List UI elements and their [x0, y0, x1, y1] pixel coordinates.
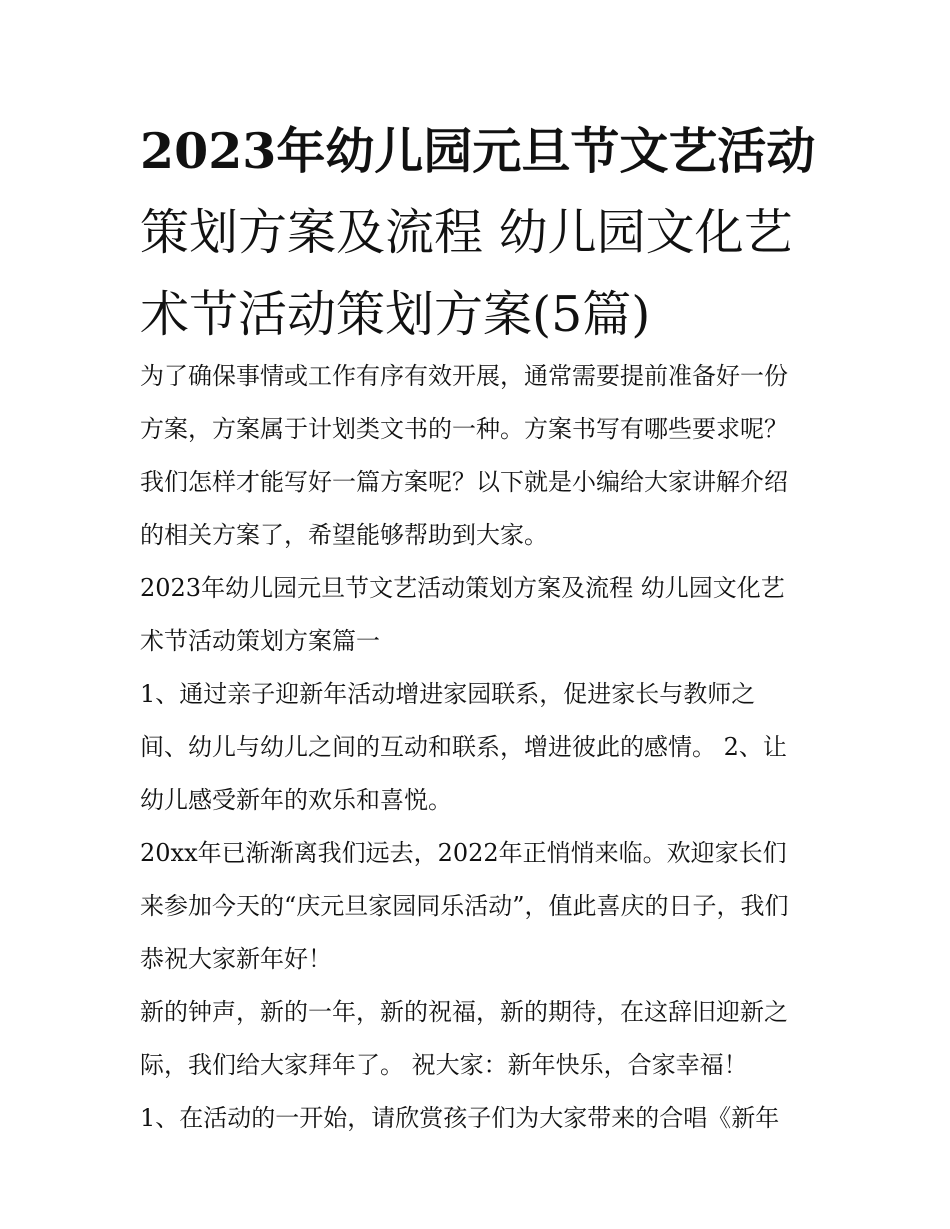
document-body	[140, 350, 820, 1145]
title-line: 2023年幼儿园元旦节文艺活动	[140, 122, 816, 180]
section-heading	[140, 562, 820, 668]
title-line: 策划方案及流程 幼儿园文化艺	[140, 204, 793, 261]
text-line: 1、通过亲子迎新年活动增进家园联系，促进家长与教师之	[140, 680, 756, 708]
greeting-paragraph	[140, 986, 820, 1092]
text-line: 新的钟声，新的一年，新的祝福，新的期待，在这辞旧迎新之	[140, 998, 788, 1026]
text-line: 的相关方案了，希望能够帮助到大家。	[140, 521, 548, 549]
text-line: 来参加今天的“庆元旦家园同乐活动”，值此喜庆的日子，我们	[140, 892, 789, 920]
intro-paragraph	[140, 350, 820, 562]
document-title	[140, 110, 820, 356]
text-line: 际，我们给大家拜年了。 祝大家：新年快乐，合家幸福！	[140, 1051, 748, 1079]
text-line: 间、幼儿与幼儿之间的互动和联系，增进彼此的感情。 2、让	[140, 733, 787, 761]
text-line: 1、在活动的一开始，请欣赏孩子们为大家带来的合唱《新年	[140, 1104, 780, 1132]
text-line: 我们怎样才能写好一篇方案呢？以下就是小编给大家讲解介绍	[140, 468, 788, 496]
text-line: 方案，方案属于计划类文书的一种。方案书写有哪些要求呢？	[140, 415, 788, 443]
welcome-paragraph	[140, 827, 820, 986]
text-line: 幼儿感受新年的欢乐和喜悦。	[140, 786, 452, 814]
text-line: 恭祝大家新年好！	[140, 945, 332, 973]
text-line: 2023年幼儿园元旦节文艺活动策划方案及流程 幼儿园文化艺	[140, 574, 785, 602]
program-paragraph	[140, 1092, 820, 1145]
objectives-paragraph	[140, 668, 820, 827]
title-line: 术节活动策划方案(5篇)	[140, 286, 651, 343]
text-line: 为了确保事情或工作有序有效开展，通常需要提前准备好一份	[140, 362, 788, 390]
text-line: 20xx年已渐渐离我们远去，2022年正悄悄来临。欢迎家长们	[140, 839, 787, 867]
text-line: 术节活动策划方案篇一	[140, 627, 380, 655]
